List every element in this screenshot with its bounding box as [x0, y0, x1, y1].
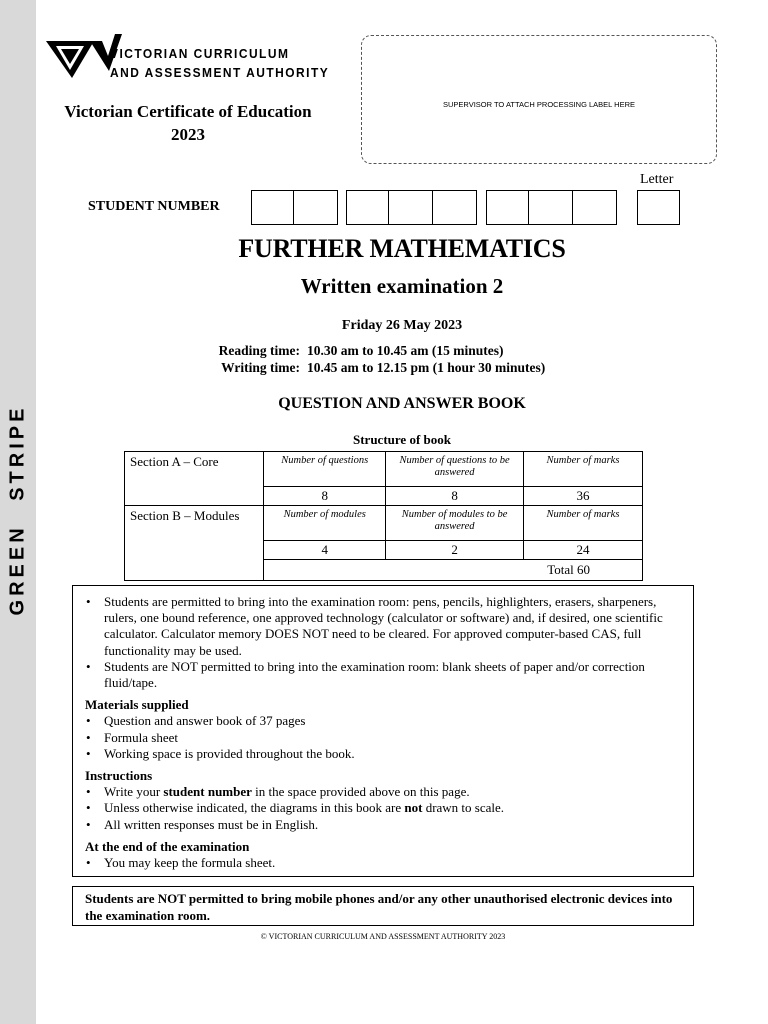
column-header: Number of questions to be answered: [386, 452, 524, 487]
column-header: Number of questions: [264, 452, 386, 487]
student-letter-box[interactable]: [637, 190, 680, 225]
instruction-emphasis: not: [404, 800, 423, 816]
structure-title: Structure of book: [353, 432, 451, 447]
writing-time-value: 10.45 am to 12.15 pm (1 hour 30 minutes): [307, 360, 546, 375]
column-header: Number of modules: [264, 506, 386, 541]
structure-table: [124, 451, 643, 581]
end-list: [85, 855, 681, 871]
table-cell: 8: [264, 487, 386, 506]
time-labels: [190, 342, 300, 376]
reading-time-label: Reading time:: [218, 343, 300, 358]
org-name-line-1: VICTORIAN CURRICULUM: [110, 46, 290, 61]
column-header: Number of marks: [523, 452, 642, 487]
student-number-group-2: [346, 190, 477, 225]
book-type: QUESTION AND ANSWER BOOK: [278, 395, 526, 412]
exam-subtitle: Written examination 2: [300, 274, 504, 298]
organisation-name: [110, 44, 329, 82]
table-cell: 4: [264, 541, 386, 560]
instructions-heading: Instructions: [85, 768, 153, 784]
list-item: • Students are NOT permitted to bring into the examination room: blank sheets of paper and/or correction fluid/tape.: [85, 659, 681, 691]
instructions-list: [85, 784, 681, 833]
warning-box: Students are NOT permitted to bring mobile phones and/or any other unauthorised electronic devices into the examination room.: [72, 886, 694, 926]
student-number-digit-box[interactable]: [251, 190, 294, 225]
time-values: [307, 342, 545, 376]
instruction-text: Write your: [104, 784, 164, 800]
student-number-digit-box[interactable]: [529, 190, 573, 225]
section-name: Section B – Modules: [125, 506, 264, 581]
certificate-name: Victorian Certificate of Education: [64, 102, 312, 121]
student-number-digit-box[interactable]: [294, 190, 338, 225]
exam-date: Friday 26 May 2023: [341, 318, 463, 333]
table-cell: 24: [523, 541, 642, 560]
org-name-line-2: AND ASSESSMENT AUTHORITY: [110, 65, 330, 80]
table-row: [125, 452, 643, 487]
stripe-label: GREEN STRIPE: [6, 404, 29, 616]
student-number-digit-box[interactable]: [486, 190, 529, 225]
student-number-digit-box[interactable]: [573, 190, 617, 225]
list-item: • Question and answer book of 37 pages: [85, 713, 681, 729]
writing-time-label: Writing time:: [221, 360, 300, 375]
certificate-year: 2023: [171, 125, 205, 144]
green-stripe: [0, 0, 36, 1024]
end-heading: At the end of the examination: [85, 838, 250, 854]
total-marks: Total 60: [264, 560, 643, 581]
instruction-text: in the space provided above on this page.: [251, 784, 470, 800]
instruction-text: Unless otherwise indicated, the diagrams in this book are: [104, 800, 405, 816]
student-number-label: STUDENT NUMBER: [88, 199, 220, 214]
materials-list: [85, 713, 681, 762]
list-item: • All written responses must be in English.: [85, 817, 681, 833]
list-item: • Students are permitted to bring into the examination room: pens, pencils, highlighters, erasers, sharpeners, rulers, one bound reference, one approved technology (calculator or software) and, if desired, one scientific calculator. Calculator memory DOES NOT need to be cleared. For approved computer-based CAS, full functionality may be used.: [85, 594, 681, 659]
reading-time-value: 10.30 am to 10.45 am (15 minutes): [307, 343, 504, 358]
exam-title: FURTHER MATHEMATICS: [238, 234, 566, 263]
list-item: • Working space is provided throughout the book.: [85, 746, 681, 762]
student-number-group-1: [251, 190, 338, 225]
processing-label-box: [361, 35, 717, 164]
instructions-box: [72, 585, 694, 877]
list-item: [85, 800, 681, 816]
student-letter-group: [637, 190, 680, 225]
list-item: • Formula sheet: [85, 730, 681, 746]
list-item: • You may keep the formula sheet.: [85, 855, 681, 871]
student-number-digit-box[interactable]: [433, 190, 477, 225]
column-header: Number of modules to be answered: [386, 506, 524, 541]
instruction-text: drawn to scale.: [422, 800, 505, 816]
student-number-digit-box[interactable]: [346, 190, 389, 225]
certificate-heading: [46, 100, 330, 146]
column-header: Number of marks: [523, 506, 642, 541]
section-name: Section A – Core: [125, 452, 264, 506]
letter-label: Letter: [640, 172, 674, 187]
instruction-emphasis: student number: [163, 784, 252, 800]
processing-label-text: SUPERVISOR TO ATTACH PROCESSING LABEL HERE: [443, 100, 635, 109]
materials-heading: Materials supplied: [85, 697, 189, 713]
table-cell: 2: [386, 541, 524, 560]
copyright: © VICTORIAN CURRICULUM AND ASSESSMENT AUTHORITY 2023: [260, 932, 506, 941]
student-number-digit-box[interactable]: [389, 190, 433, 225]
table-cell: 8: [386, 487, 524, 506]
permitted-list: [85, 594, 681, 691]
table-row: [125, 506, 643, 541]
student-number-group-3: [486, 190, 617, 225]
list-item: [85, 784, 681, 800]
table-cell: 36: [523, 487, 642, 506]
